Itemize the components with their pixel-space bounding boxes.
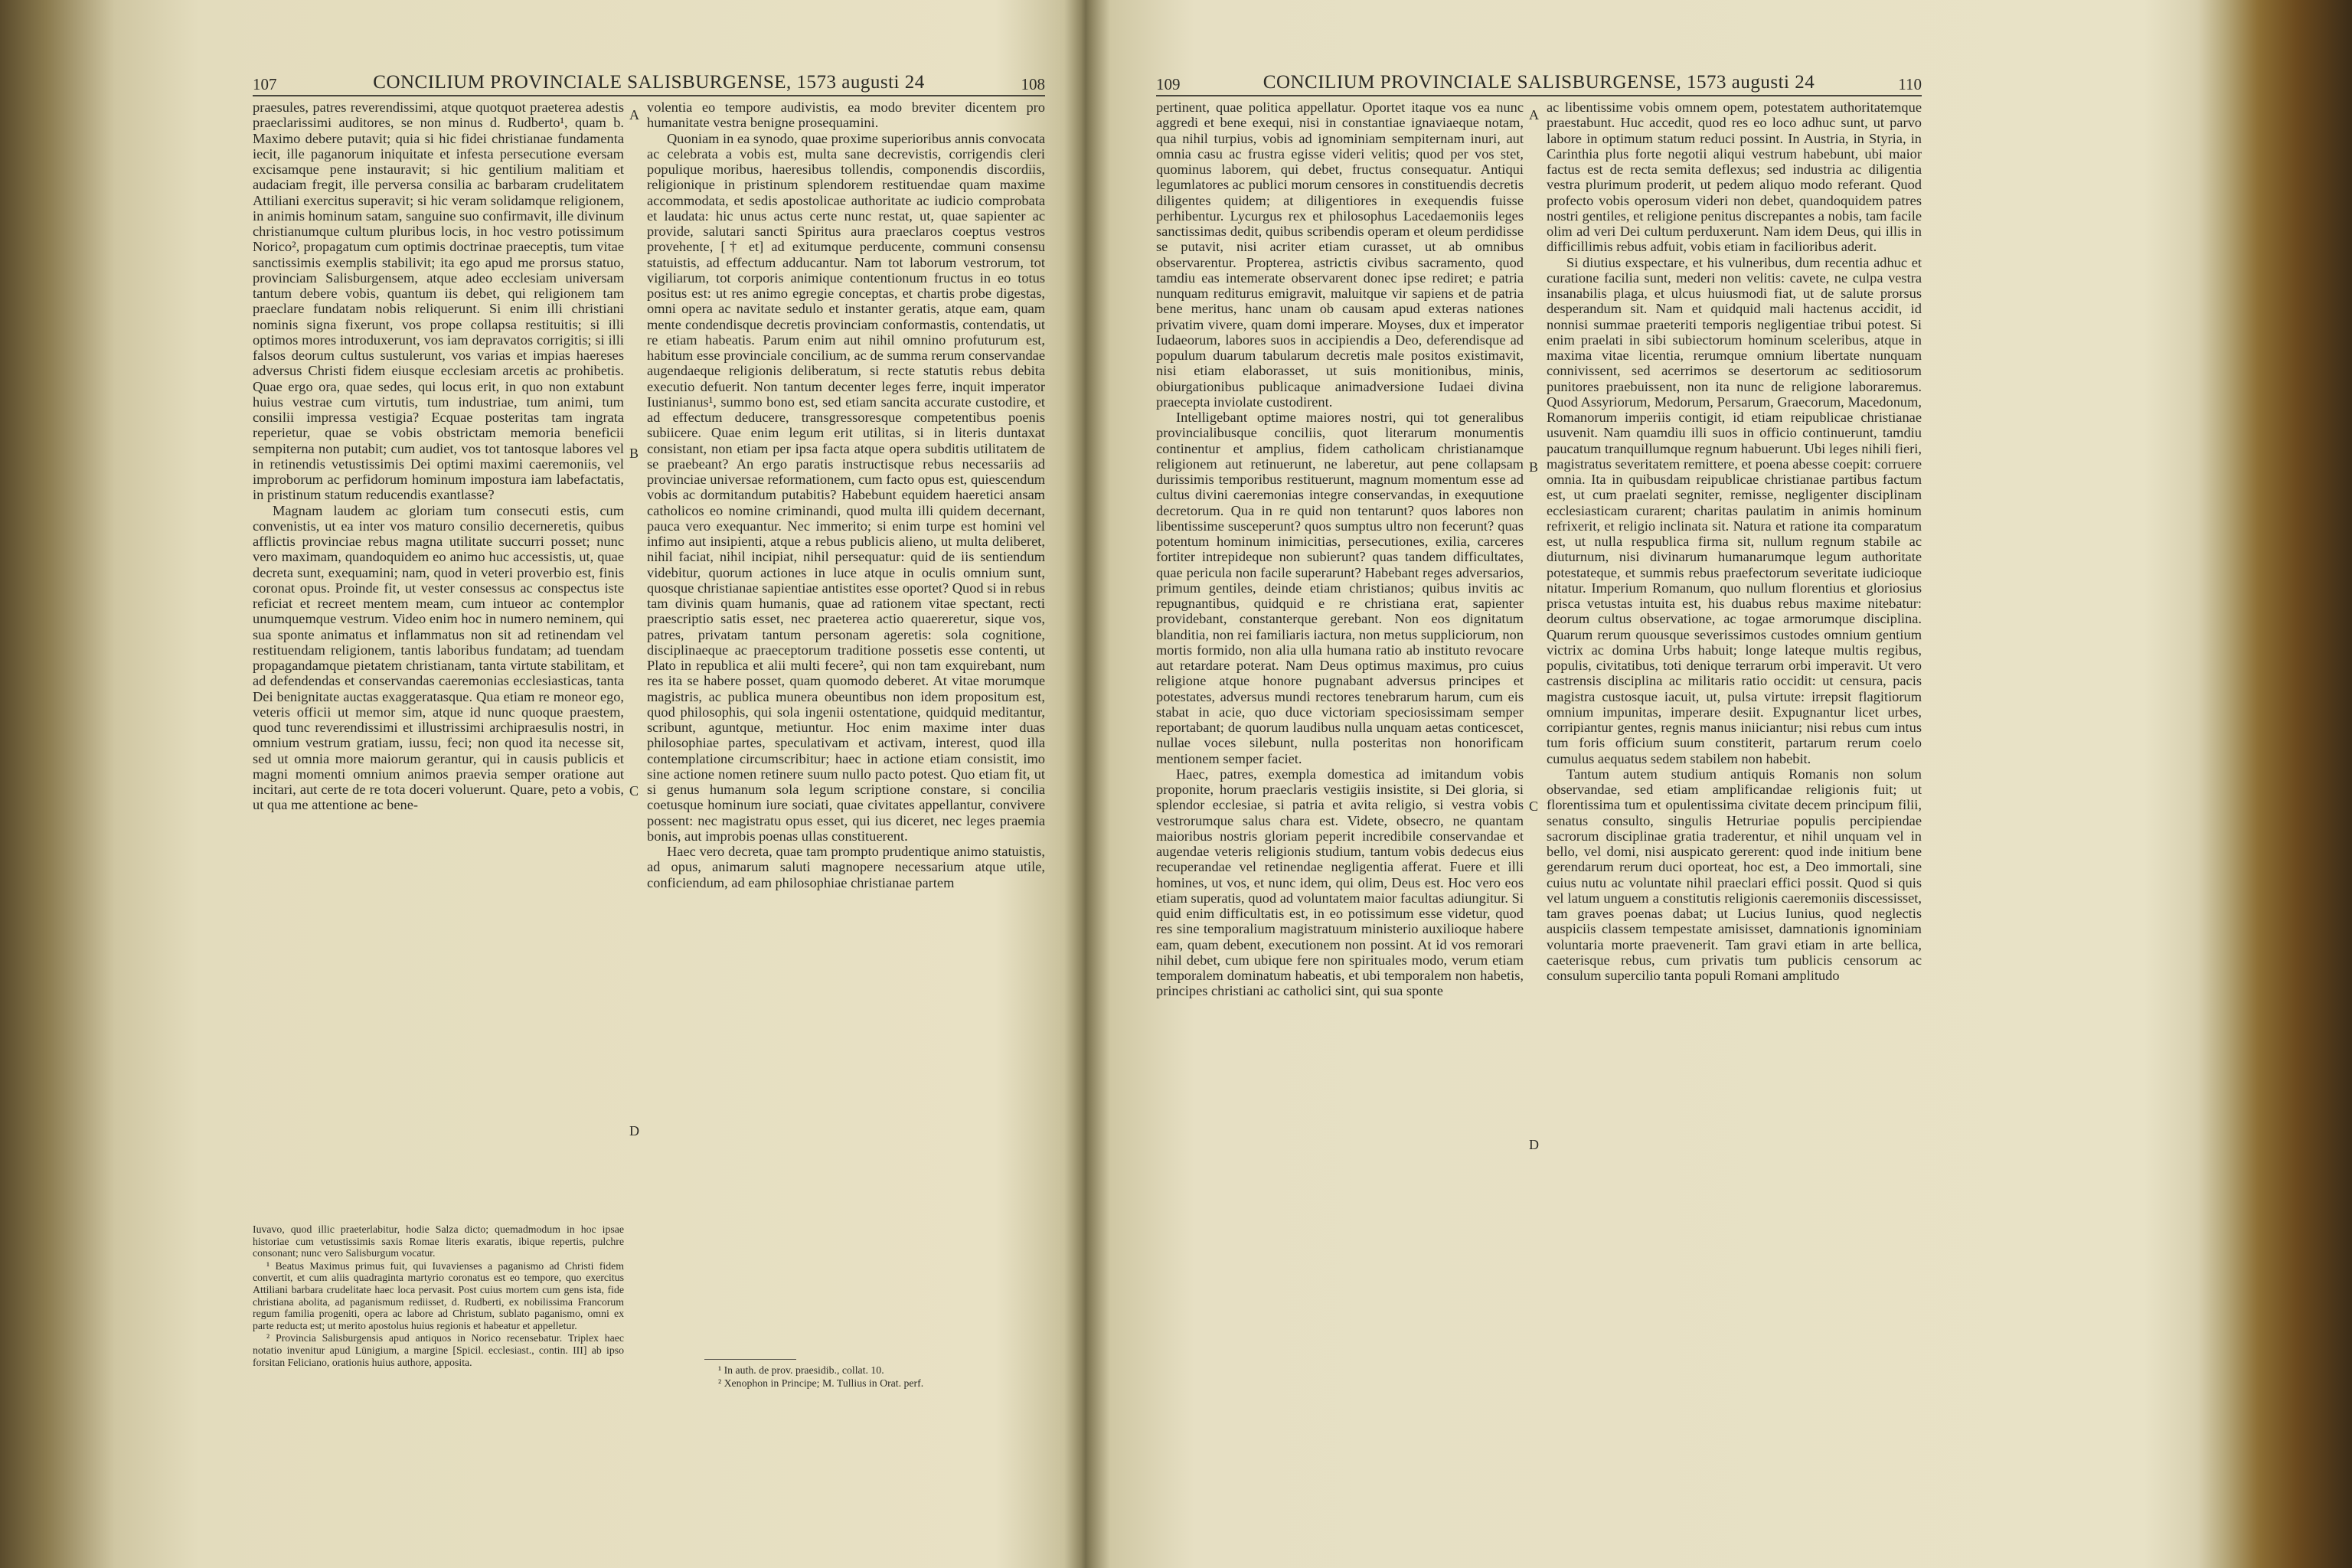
- right-page: [1156, 0, 1922, 1568]
- page-number: 110: [1898, 75, 1922, 93]
- running-title: CONCILIUM PROVINCIALE SALISBURGENSE, 1573 augusti 24: [1263, 72, 1815, 93]
- margin-letter: A: [629, 107, 639, 122]
- margin-letter: B: [629, 446, 639, 461]
- margin-letter: C: [629, 783, 639, 799]
- paragraph: ac libentissime vobis omnem opem, potestatem authoritatemque praestabunt. Huc accedit, quod res eo loco adhuc sunt, ut parvo labore in optimum statum reduci possint. In Austria, in Styria, in Carinthia plus forte negotii aliqui vestrum habebunt, ubi maior factus est de recta semita deflexus; sed industria ac diligentia vestra plurimum proderit, ut pedem aliquo modo referant. Quod profecto vobis operosum videri non debet, quandoquidem patres nostri gentiles, et religione penitus discrepantes a nobis, tam facile olim ad veri Dei cultum perduxerunt. Nam idem Deus, qui illis in difficillimis rebus adfuit, vobis etiam in facilioribus aderit.: [1547, 100, 1922, 255]
- paragraph: Si diutius exspectare, et his vulneribus, dum recentia adhuc et curatione facilia sunt, mederi non velitis: cavete, ne culpa vestra insanabilis plaga, et ulcus huiusmodi fiat, ut de salute prorsus desperandum sit. Nam et quidquid mali hactenus accidit, id nonnisi summae praeteriti temporis negligentiae tribui potest. Si enim praelati in sibi subiectorum hominum sceleribus, atque in maxima vitae licentia, rerumque omnium libertate nunquam connivissent, sed acerrimos se desertorum ac seditiosorum punitores praebuissent, non ita nunc de religione laboraremus. Quod Assyriorum, Medorum, Persarum, Graecorum, Macedonum, Romanorum imperiis contigit, id etiam reipublicae christianae usuvenit. Nam quamdiu illi suos in officio continuerunt, tamdiu paucatum tranquillumque regnum habuerunt. Ubi leges nihili fieri, magistratus severitatem remittere, et poena abesse coepit: corruere omnia. Ita in quibusdam reipublicae christianae partibus factum est, ut cum praelati segniter, remisse, negligenter disciplinam ecclesiasticam curarent; charitas paulatim in animis hominum refrixerit, et religio inclinata sit. Natura et ratione ita comparatum est, ut nulla respublica firma sit, nullum regnum stabile ac diuturnum, nisi divinarum humanarumque legum authoritate potestateque, et summis rebus praefectorum severitate iudicioque nitatur. Imperium Romanum, quo nullum florentius et gloriosius prisca vetustas intuita est, his duabus rebus maxime nitebatur: deorum cultus observatione, ac togae armorumque disciplina. Quarum rerum quousque severissimos custodes omnium gentium victrix ac domina Urbs habuit; longe lateque multis regibus, populis, civitatibus, toti denique terrarum orbi imperavit. Ut vero castrensis disciplina ac militaris ratio occidit: ut censura, pacis magistra custosque iacuit, ut, pulsa virtute: irrepsit flagitiorum omnium impunitas, imperare desiit. Expugnantur licet urbes, corripiantur gentes, regnis manus iniiciantur; nisi rebus cum intus tum foris officium suum constiterit, partarum rerum coelo cumulus aequatus sedem stabilem non habebit.: [1547, 254, 1922, 766]
- paragraph: Haec, patres, exempla domestica ad imitandum vobis proponite, horum praeclaris vestigiis insistite, si Dei gloria, si splendor ecclesiae, si patria et avita religio, si vestra vobis vestrorumque salus chara est. Videte, obsecro, ne quantam maioribus nostris gloriam peperit incredibile conservandae et augendae veteris religionis studium, tantum vobis dedecus eius recuperandae vel retinendae negligentia afferat. Fuere et illi homines, ut vos, et nunc idem, qui olim, Deus est. Hoc vero eos etiam superatis, quod ad voluntatem maior facultas adiungitur. Si quid enim difficultatis est, in eo potissimum esse videtur, quod res sine temporalium magistratuum ministerio auxilioque habere eam, quam debent, executionem non possint. At id vos remorari nihil debet, cum ubique fere non spirituales modo, verum etiam temporalem dominatum habeatis, et ubi temporalem non habetis, principes christiani ac catholici sint, qui sua sponte: [1156, 766, 1524, 999]
- footnotes-107: [253, 1223, 624, 1369]
- page-number: 109: [1156, 75, 1181, 93]
- margin-letter: B: [1529, 459, 1539, 475]
- paragraph: Intelligebant optime maiores nostri, qui tot generalibus provincialibusque conciliis, quot literarum monumentis continentur et amplius, fidem catholicam christianamque religionem aut retinuerunt, ne laberetur, aut pene collapsam durissimis temporibus restituerunt, magnum momentum esse ad cultus divini caeremonias integre conservandas, in exequutione decretorum. Qua in re quid non tentarunt? quos labores non libentissime susceperunt? quos sumptus ultro non fecerunt? quas potentum hominum inimicitias, persecutiones, exilia, carceres fortiter intrepideque non subierunt? quas tandem difficultates, quae pericula non facile superarunt? Habebant reges adversarios, primum gentiles, deinde etiam christianos; quibus invitis ac repugnantibus, quidquid e re christiana erat, sapienter providebant, constanterque gerebant. Non eos dignitatum blanditia, non rei familiaris iactura, non metus suppliciorum, non mortis formido, non alia ulla humana ratio ab instituto revocare aut retardare poterat. Nam Deus optimus maximus, pro cuius religione atque honore pugnabant adversus principes et potestates, adversus mundi rectores tenebrarum harum, cum eis stabat in acie, quo duce victoriam speciosissimam semper reportabant; de quorum laudibus nulla unquam aetas conticescet, nullae voces silebunt, nulla posteritas non honorificam mentionem semper faciet.: [1156, 410, 1524, 766]
- footnote: ¹ Beatus Maximus primus fuit, qui Iuvavienses a paganismo ad Christi fidem convertit, et cum aliis quadraginta martyrio coronatus est eo tempore, quo exercitus Attiliani barbara crudelitate haec loca pervasit. Post cuius mortem cum gens ista, fide christiana abolita, ad paganismum rediisset, d. Rudberti, ex nobilissima Francorum regum familia progeniti, opera ac labore ad Christum, sublato paganismo, omni ex parte reducta est; ut merito apostolus huius regionis et habeatur et appelletur.: [253, 1259, 624, 1331]
- paragraph: praesules, patres reverendissimi, atque quotquot praeterea adestis praeclarissimi auditores, se non minus d. Rudberto¹, quam b. Maximo debere putavit; quia si hic fidei christianae fundamenta iecit, ille paganorum iniquitate et infesta persecutione eversam excisamque pene instauravit; si hic gentilium malitiam et audaciam fregit, ille perversa consilia ac barbaram crudelitatem Attiliani exercitus superavit; si hic veram solidamque religionem, in animis hominum satam, sanguine suo confirmavit, ille divinum christianumque cultum pluribus locis, in hoc vestro potissimum Norico², propagatum cum optimis doctrinae praeceptis, tum vitae sanctissimis exemplis stabilivit; ita ego apud me prorsus statuo, provinciam Salisburgensem, atque adeo ecclesiam universam tantum debere vobis, quantum iis debet, qui religionem tam praeclare fundatam nobis reliquerunt. Si enim illi christiani nominis signa fixerunt, vos prope collapsa restituitis; si illi optimos mores introduxerunt, vos iam depravatos corrigitis; si illi falsos deorum cultus sustulerunt, vos varias et impias haereses adversus Christi fidem eiusque ecclesiam arcetis ac prohibetis. Quae ergo ora, quae sedes, qui locus erit, in quo non extabunt huius vestrae cum virtutis, tum industriae, tum animi, tum consilii impressa vestigia? Ecquae posteritas tam ingrata reperietur, quae se vobis obstrictam memoria beneficii sempiterna non putabit; cum audiet, vos tot tantosque labores vel in retinendis vetustissimis Dei optimi maximi caeremoniis, vel improborum ac perfidorum hominum impostura iam labefactatis, in pristinum statum reducendis exantlasse?: [253, 100, 624, 503]
- margin-letter: D: [1529, 1137, 1539, 1152]
- margin-letter: A: [1529, 107, 1539, 122]
- footnote: Iuvavo, quod illic praeterlabitur, hodie Salza dicto; quemadmodum in hoc ipsae historiae cum vetustissimis saxis Romae literis exaratis, ibique repertis, pulchre consonant; nunc vero Salisburgum vocatur.: [253, 1223, 624, 1259]
- page-number: 107: [253, 75, 277, 93]
- paragraph: Tantum autem studium antiquis Romanis non solum observandae, sed etiam amplificandae religionis fuit; ut florentissima tum et opulentissima civitate decem principum filii, senatus consulto, singulis Hetruriae populis percipiendae sacrorum disciplinae gratia traderentur, et nihil unquam vel in bello, vel domi, nisi auspicato gererent: quod inde initium bene gerendarum rerum duci oporteat, hoc est, a Deo immortali, sine cuius nutu ac voluntate nihil praeclari effici possit. Quod si quis vel latum unguem a constitutis religionis caeremoniis discessisset, tam graves poenas dabat; ut Lucius Iunius, quod neglectis auspiciis classem tempestate amisisset, damnationis ignominiam voluntaria morte praevenerit. Tam gravi etiam in arte bellica, caeterisque rebus, cum privatis tum publicis censorum ac consulum supercilio tanta populi Romani amplitudo: [1547, 766, 1922, 983]
- margin-letter: C: [1529, 799, 1539, 814]
- margin-letter: D: [629, 1123, 639, 1138]
- footnotes-108: [704, 1359, 1045, 1390]
- footnote: ² Provincia Salisburgensis apud antiquos in Norico recensebatur. Triplex haec notatio invenitur apud Lünigium, a margine [Spicil. ecclesiast., contin. III] ab ipso forsitan Feliciano, orationis huius authore, apposita.: [253, 1332, 624, 1368]
- text-column-108: [647, 100, 1045, 1263]
- text-column-110: [1547, 100, 1922, 1462]
- paragraph: volentia eo tempore audivistis, ea modo breviter dicentem pro humanitate vestra benigne prosequamini.: [647, 100, 1045, 131]
- header-rule: [253, 95, 1045, 96]
- page-number: 108: [1021, 75, 1045, 93]
- left-page: [253, 0, 1045, 1568]
- footnote-rule: [704, 1359, 796, 1360]
- text-column-109: [1156, 100, 1524, 1462]
- paragraph: Quoniam in ea synodo, quae proxime superioribus annis convocata ac celebrata a vobis est, multa sane decrevistis, corrigendis cleri populique moribus, haeresibus tollendis, componendis discordiis, religionique in pristinum splendorem restituendae quam maxime accommodata, et sedis apostolicae authoritate ac iudicio comprobata et laudata: hic unus actus certe nunc restat, ut, quae sapienter ac provide, salutari sancti Spiritus aura praeclaros coeptus vestros provehente, [† et] ad exitumque perducente, communi consensu statuistis, ad effectum adducantur. Nam tot laborum vestrorum, tot vigiliarum, tot corporis animique contentionum fructus in eo totus positus est: ut res animo egregie conceptas, et chartis probe digestas, omni opera ac navitate sedulo et instanter geratis, atque eam, quam mente condendisque decretis provinciam conformastis, contendatis, ut re etiam habeatis. Parum enim aut nihil omnino profuturum est, habitum esse provinciale concilium, ac de summa rerum conservandae augendaeque religionis deliberatum, si recte statutis rebus debita executio defuerit. Non tantum decenter leges ferre, inquit imperator Iustinianus¹, summo bono est, sed etiam sancita accurate custodire, et ad effectum deducere, transgressoresque competentibus poenis subiicere. Quae enim legum erit utilitas, si in literis duntaxat consistant, non etiam per ipsa facta atque opera subditis utilitatem de se praebeant? An ergo paratis instructisque rebus necessariis ad provinciae universae reformationem, cum facto opus est, quiescendum vobis ac dormitandum putabitis? Habebunt equidem haeretici ansam catholicos eo nomine criminandi, quod multa illi quidem decernant, pauca vero exequantur. Nec immerito; si enim turpe est homini vel infimo aut insipienti, atque a rebus publicis alieno, ut multa deliberet, nihil faciat, nihil incipiat, nihil persequatur: quid de iis sentiendum videbitur, quorum actiones in luce atque in oculis omnium sunt, quosque christianae sapientiae antistites esse oportet? Quod si in rebus tam divinis quam humanis, quae ad rationem vitae spectant, recti praescriptio satis esset, nec praeterea actio quaereretur, sique vos, patres, privatam tantum personam ageretis: sola cognitione, disciplinaeque ac praeceptorum traditione possetis esse contenti, ut Plato in republica et alii multi fecere², qui non tam exquirebant, num res ita se habere posset, quam quomodo deberet. At vitae morumque magistris, ac publica munera obeuntibus non idem propositum est, quod philosophis, qui sola ingenii ostentatione, quidquid meditantur, scribunt, aguntque, metiuntur. Hoc enim maxime inter duas philosophiae partes, speculativam et activam, interest, quod illa contemplatione circumscribitur; haec in actione etiam consistit, imo sine actione nomen retinere suum nullo pacto potest. Quo etiam fit, ut si genus humanum sola legum scriptione constare, si concilia coetusque hominum iure sociati, quae civitates appellantur, convivere possent: nec magistratu opus esset, qui ius diceret, nec leges praemia bonis, aut improbis poenas ullas constituerent.: [647, 130, 1045, 844]
- text-column-107: [253, 100, 624, 1217]
- paragraph: Haec vero decreta, quae tam prompto prudentique animo statuistis, ad opus, animarum saluti magnopere necessarium atque utile, conficiendum, ad eam philosophiae christianae partem: [647, 844, 1045, 890]
- running-title: CONCILIUM PROVINCIALE SALISBURGENSE, 1573 augusti 24: [373, 72, 925, 93]
- footnote: ¹ In auth. de prov. praesidib., collat. 10.: [718, 1364, 884, 1376]
- header-rule: [1156, 95, 1922, 96]
- running-header: [253, 70, 1045, 96]
- paragraph: Magnam laudem ac gloriam tum consecuti estis, cum convenistis, ut ea inter vos maturo consilio decerneretis, quibus afflictis provinciae rebus magna utilitate succurri posset; nunc vero maximam, quandoquidem eo animo huc accessistis, ut, quae decreta sunt, exequamini; nam, quod in veteri proverbio est, finis coronat opus. Proinde fit, ut vester consessus ac conspectus iste reficiat et recreet mentem meam, cum intueor ac contemplor unumquemque vestrum. Video enim hoc in numero neminem, qui sua sponte animatus et inflammatus non sit ad retinendam vel restituendam religionem, tantis laboribus fundatam; ad tuendam propagandamque pietatem christianam, tanta virtute stabilitam, et ad defendendas et conservandas caeremonias ecclesiasticas, tanta Dei benignitate auctas exaggeratasque. Qua etiam re moneor ego, veteris officii ut memor sim, atque id nunc quoque praestem, quod tunc reverendissimi et illustrissimi archipraesulis nostri, in omnium vestrum gratiam, iussu, feci; non quod ita necesse sit, sed ut omnia more maiorum gerantur, qui in causis publicis et magni momenti omnium animos praevia semper oratione aut incitari, aut certe de re tota doceri voluerunt. Quare, peto a vobis, ut qua me attentione ac bene-: [253, 502, 624, 813]
- running-header: [1156, 70, 1922, 96]
- paragraph: pertinent, quae politica appellatur. Oportet itaque vos ea nunc aggredi et bene exequi, nisi in constantiae ignaviaeque notam, qua nihil turpius, vobis ad ignominiam sempiternam inuri, aut omnia casu ac frustra egisse videri velitis; quod per vos stet, quominus laborem, qui debet, fructus consequatur. Antiqui legumlatores ac publici morum censores in constituendis decretis diligentes quidem; at diligentiores in exequendis fuisse perhibentur. Lycurgus rex et philosophus Lacedaemoniis leges sanctissimas dedit, quibus scribendis operam et oleum perdidisse se putavit, nisi acriter etiam curasset, ut ab omnibus observarentur. Propterea, astrictis civibus sacramento, quod tamdiu eas intemerate observarent donec ipse rediret; e patria nunquam rediturus emigravit, maluitque vir sapiens et de patria bene meritus, hanc unam ob causam apud exteras nationes privatim vivere, quam domi imperare. Moyses, dux et imperator Iudaeorum, labores suos in accipiendis a Deo, deferendisque ad populum duarum tabularum decretis male positos existimavit, nisi etiam elaborasset, ut suis monitionibus, minis, obiurgationibus publicaque animadversione Iudaei divina praecepta inviolate custodirent.: [1156, 100, 1524, 410]
- footnote: ² Xenophon in Principe; M. Tullius in Orat. perf.: [718, 1377, 924, 1389]
